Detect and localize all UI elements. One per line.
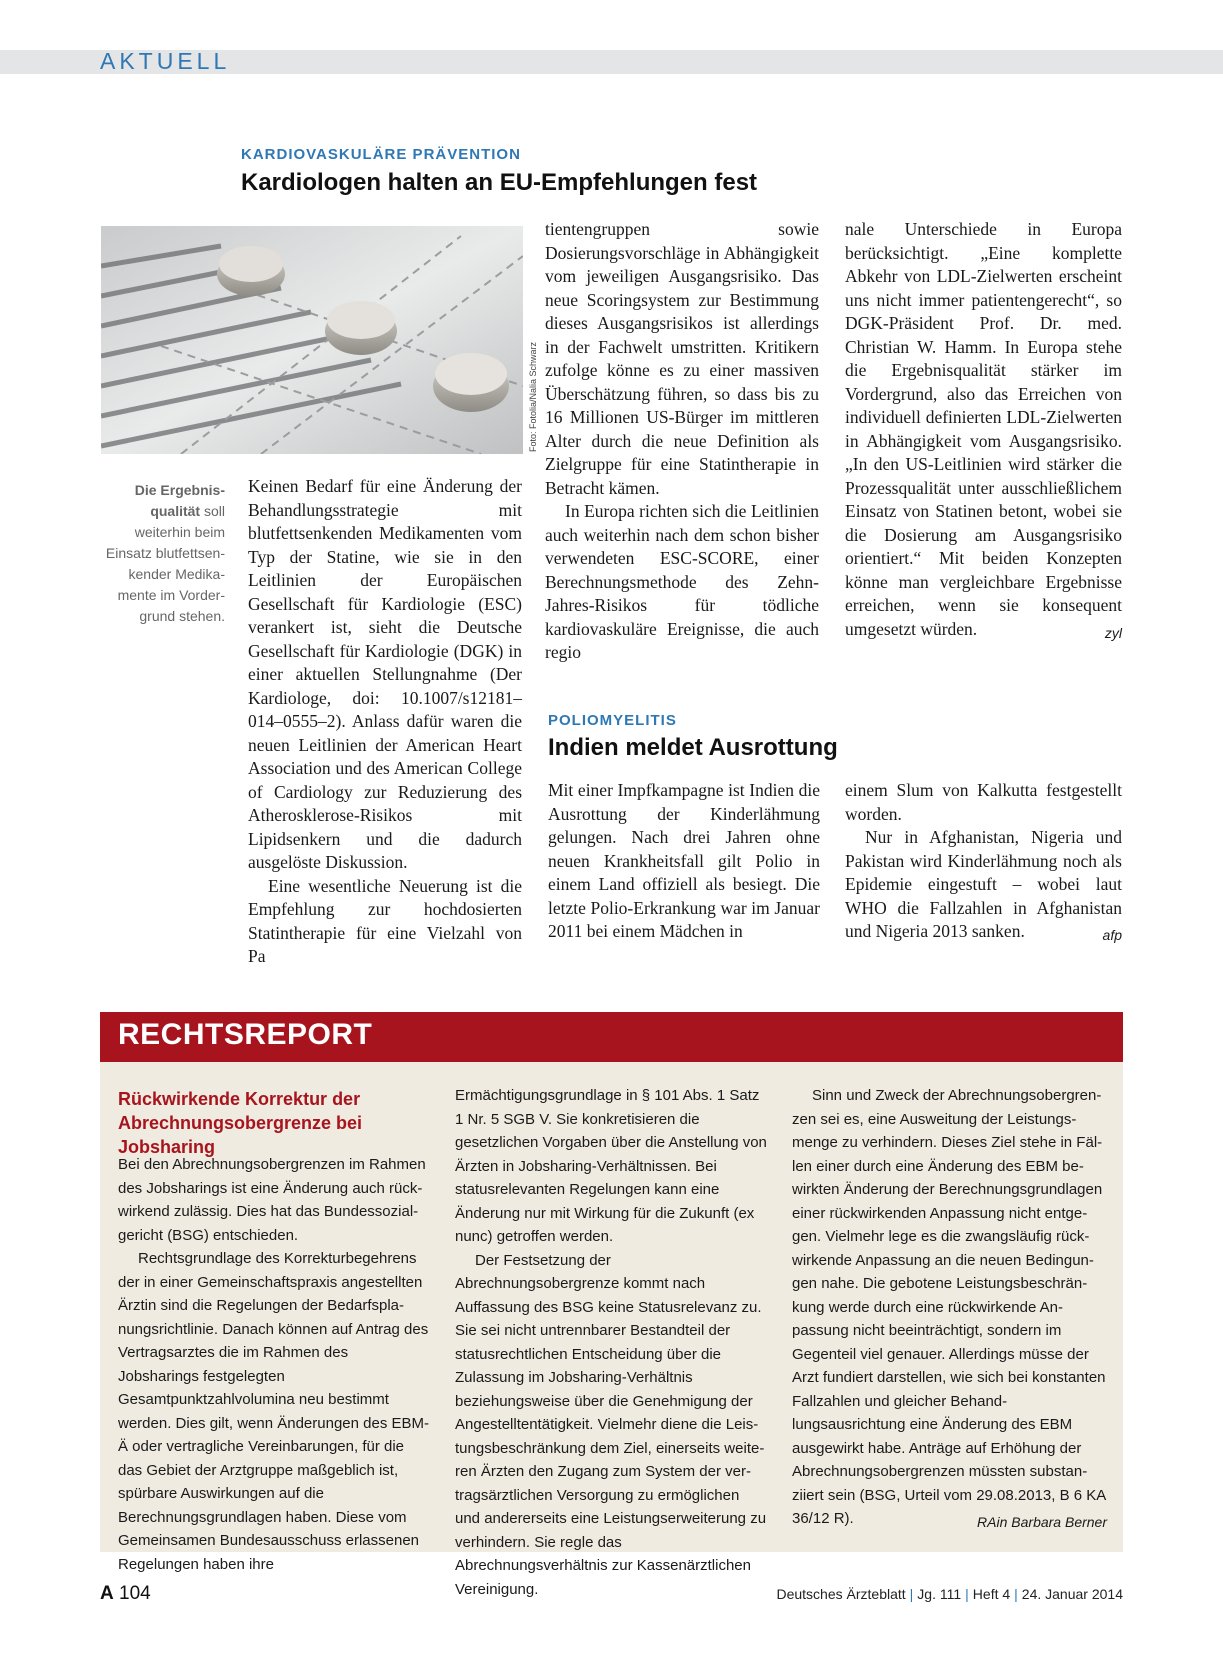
paragraph: tientengruppen sowie Dosierungsvorschläge in Abhängigkeit vom jeweiligen Ausgangsrisiko. Das neue Scoringsystem zur Bestimmung dieses Ausgangsrisikos ist allerdings in der Fachwelt umstritten. Kritikern zufolge könne es zu einer massiven Überschätzung führen, so dass bis zu 16 Millionen US-Bürger im mittleren Alter durch die neue Definition als Zielgruppe für eine Statintherapie in Betracht kämen. [545, 219, 819, 498]
article-headline: Indien meldet Ausrottung [548, 734, 838, 761]
paragraph: Bei den Abrechnungsobergrenzen im Rahmen des Jobsharings ist eine Änderung auch rückwirkend zulässig. Dies hat das Bundessozialgericht (BSG) entschieden. [118, 1156, 426, 1244]
paragraph: In Europa richten sich die Leitlinien auch weiterhin nach dem schon bisher verwendeten ESC-SCORE, einer Berechnungsmethode des Zehn-Jahres-Risikos für tödliche kardiovaskuläre Ereignisse, die auch regio [545, 501, 819, 662]
rechtsreport-headline: Rückwirkende Korrektur der Abrechnungsobergrenze bei Jobsharing [118, 1089, 363, 1157]
photo-caption [100, 480, 225, 627]
article-column-2 [545, 218, 819, 665]
rechtsreport-title: RECHTSREPORT [118, 1018, 373, 1051]
article-kicker: KARDIOVASKULÄRE PRÄVENTION [241, 146, 521, 163]
author-signature: zyl [1104, 624, 1122, 641]
journal-date: 24. Januar 2014 [1021, 1586, 1123, 1602]
paragraph: Ermächtigungsgrundlage in § 101 Abs. 1 Satz 1 Nr. 5 SGB V. Sie konkretisieren die gesetzlichen Vorgaben über die Anstellung von Ärzten in Jobsharing-Verhältnissen. Bei statusrelevanten Regelungen kann eine Änderung nur mit Wirkung für die Zukunft (ex nunc) getroffen werden. [455, 1087, 767, 1245]
article-column-1 [248, 475, 522, 969]
journal-name: Deutsches Ärzteblatt [776, 1586, 906, 1602]
article-column-3 [845, 218, 1122, 645]
paragraph: Der Festsetzung der Abrechnungsobergrenze kommt nach Auffassung des BSG keine Statusrelevanz zu. Sie sei nicht untrennbarer Bestandteil der statusrechtlichen Entscheidung über die Zulassung im Jobsharing-Verhältnis beziehungsweise über die Genehmigung der Angestelltentätigkeit. Vielmehr diene die Leistungsbeschränkung dem Ziel, einerseits weiteren Ärzten den Zugang zum System der vertragsärztlichen Versorgung zu ermöglichen und andererseits eine Leistungserweiterung zu verhindern. Sie regle das Abrechnungsverhältnis zur Kassenärztlichen Vereinigung. [455, 1251, 767, 1598]
article-photo-blister-pack [101, 226, 523, 454]
photo-credit: Foto: Fotolia/Nalia Schwarz [528, 341, 538, 452]
rechtsreport-column-3 [792, 1084, 1107, 1535]
paragraph: Rechtsgrundlage des Korrekturbegehrens der in einer Gemeinschaftspraxis angestellten Ärztin sind die Regelungen der Bedarfsplanungsrichtlinie. Danach können auf Antrag des Vertragsarztes die im Rahmen des Jobsharings festgelegten Gesamtpunktzahlvolumina neu bestimmt werden. Dies gilt, wenn Änderungen des EBM-Ä oder vertragliche Vereinbarungen, für die das Gebiet der Arztgruppe maßgeblich ist, spürbare Auswirkungen auf die Berechnungsgrundlagen haben. Diese vom Gemeinsamen Bundesausschuss erlassenen Regelungen haben ihre [118, 1250, 430, 1573]
caption-text: soll weiterhin beim Einsatz blutfettsenkender Medikamente im Vordergrund stehen. [105, 503, 225, 624]
paragraph: einem Slum von Kalkutta festgestellt worden. [845, 780, 1122, 824]
rechtsreport-column-1 [118, 1153, 430, 1576]
paragraph: Keinen Bedarf für eine Änderung der Behandlungsstrategie mit blutfettsenkenden Medikamenten vom Typ der Statine, wie sie in den Leitlinien der Europäischen Gesellschaft für Kardiologie (ESC) verankert ist, sieht die Deutsche Gesellschaft für Kardiologie (DGK) in einer aktuellen Stellungnahme (Der Kardiologe, doi: 10.1007/s12181–014–0555–2). Anlass dafür waren die neuen Leitlinien der American Heart Association und des American College of Cardiology zur Reduzierung des Atherosklerose-Risikos mit Lipidsenkern und die dadurch ausgelöste Diskussion. [248, 476, 522, 872]
section-label: AKTUELL [100, 48, 231, 74]
page-number-value: 104 [119, 1583, 151, 1604]
paragraph: nale Unterschiede in Europa berücksichtigt. „Eine komplette Abkehr von LDL-Zielwerten erscheint uns nicht immer patientengerecht“, so DGK-Präsident Prof. Dr. med. Christian W. Hamm. In Europa stehe die Ergebnisqualität stärker im Vordergrund, also das Erreichen von individuell definierten LDL-Zielwerten in Abhängigkeit vom Ausgangsrisiko. „In den US-Leitlinien wird stärker die Prozessqualität unter ausschließlichem Einsatz von Statinen betont, wobei sie die Dosierung am Ausgangsrisiko orientiert.“ Mit beiden Konzepten könne man vergleichbare Ergebnisse erreichen, wenn sie konsequent umgesetzt würden. [845, 219, 1122, 639]
article-headline: Kardiologen halten an EU-Empfehlungen fest [241, 169, 758, 196]
paragraph: Nur in Afghanistan, Nigeria und Pakistan wird Kinderlähmung noch als Epidemie eingestuft – wobei laut WHO die Fallzahlen in Afghanistan und Nigeria 2013 sanken. [845, 827, 1122, 941]
article2-column-2 [845, 779, 1122, 948]
rechtsreport-column-2 [455, 1084, 767, 1601]
article2-column-1 [548, 779, 820, 944]
page-number [100, 1583, 151, 1605]
caption-bold: Die Ergebnisqualität [134, 482, 225, 519]
author-signature: afp [1102, 927, 1122, 943]
page-prefix: A [100, 1583, 114, 1604]
paragraph: Eine wesentliche Neuerung ist die Empfehlung zur hochdosierten Statintherapie für eine Vielzahl von Pa [248, 875, 522, 966]
journal-issue: Heft 4 [972, 1586, 1011, 1602]
article-kicker: POLIOMYELITIS [548, 712, 677, 729]
journal-info: Deutsches Ärzteblatt | Jg. 111 | Heft 4 | 24. Januar 2014 [776, 1586, 1123, 1602]
author-signature: RAin Barbara Berner [977, 1514, 1107, 1530]
paragraph: Mit einer Impfkampagne ist Indien die Ausrottung der Kinderlähmung gelungen. Nach drei Jahren ohne neuen Krankheitsfall gilt Polio in einem Land offiziell als besiegt. Die letzte Polio-Erkrankung war im Januar 2011 bei einem Mädchen in [548, 780, 820, 941]
paragraph: Sinn und Zweck der Abrechnungsobergrenzen sei es, eine Ausweitung der Leistungsmenge zu verhindern. Dieses Ziel stehe in Fällen einer durch eine Änderung des EBM bewirkten Änderung der Berechnungsgrundlagen einer rückwirkenden Anpassung nicht entgegen. Vielmehr lege es die zwangsläufig rückwirkende Anpassung an die neuen Bedingungen nahe. Die gebotene Leistungsbeschränkung werde durch eine rückwirkende Anpassung nicht beeinträchtigt, sondern im Gegenteil viel genauer. Allerdings müsse der Arzt fundiert darstellen, wie sich bei konstanten Fallzahlen und gleicher Behandlungsausrichtung eine Änderung des EBM ausgewirkt habe. Anträge auf Erhöhung der Abrechnungsobergrenzen müssten substanziiert sein (BSG, Urteil vom 29.08.2013, B 6 KA 36/12 R). [792, 1087, 1106, 1527]
journal-volume: Jg. 111 [917, 1586, 962, 1602]
